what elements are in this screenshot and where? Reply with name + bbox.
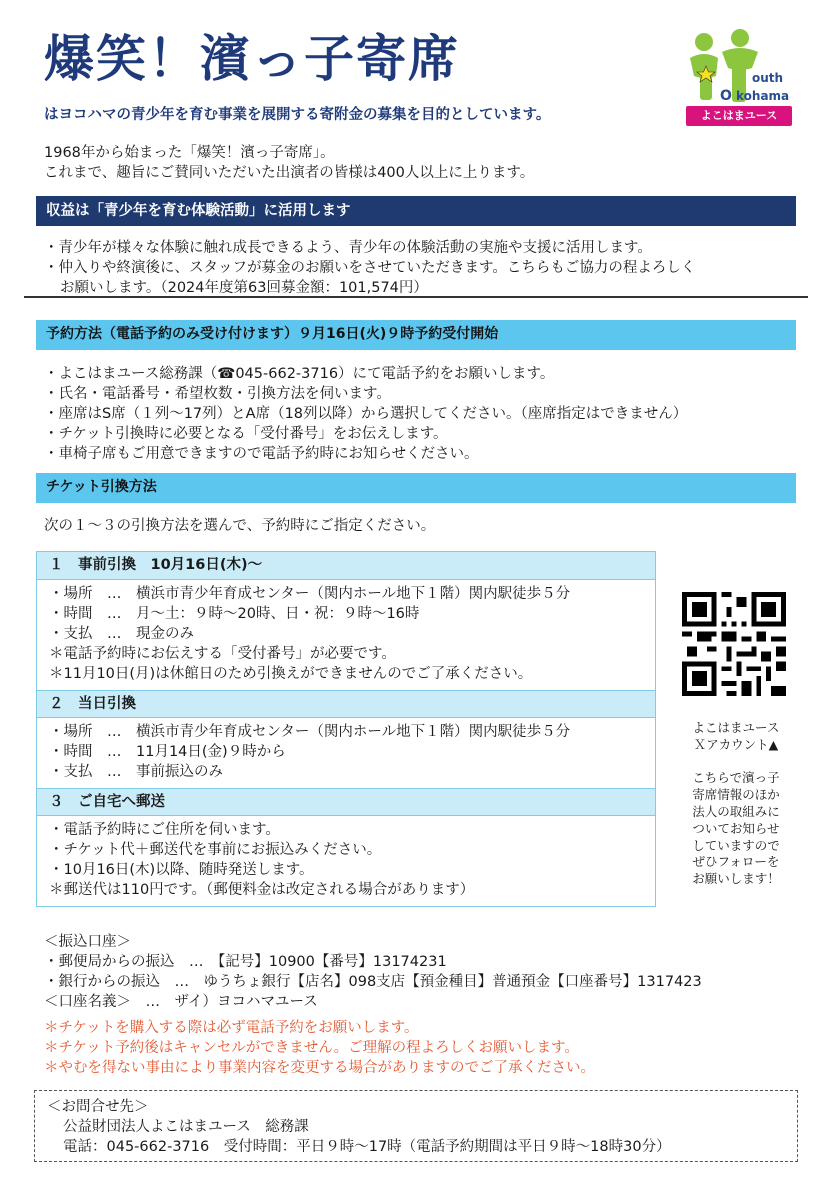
intro-line: 1968年から始まった「爆笑！濱っ子寄席」。 <box>44 145 335 161</box>
logo-badge: よこはまユース <box>686 106 792 126</box>
option-line: ＊郵送代は110円です。（郵便料金は改定される場合があります） <box>49 882 475 898</box>
option-body <box>37 580 655 690</box>
note-item: ＊チケットを購入する際は必ず電話予約をお願いします。 <box>44 1020 419 1036</box>
payment-account-name: ＜口座名義＞ … ザイ）ヨコハマユース <box>44 994 318 1010</box>
note-item: ＊やむを得ない事由により事業内容を変更する場合がありますのでご了承ください。 <box>44 1060 595 1076</box>
qr-code[interactable] <box>682 592 786 696</box>
option-title: ２ 当日引換 <box>37 690 655 718</box>
note-item: ＊チケット予約後はキャンセルができません。ご理解の程よろしくお願いします。 <box>44 1040 579 1056</box>
page-title: 爆笑！濱っ子寄席 <box>44 30 460 88</box>
follow-text <box>682 770 790 888</box>
follow-line: ぜひフォローを <box>692 854 780 870</box>
option-line: ・支払 … 事前振込のみ <box>49 764 223 780</box>
proceeds-list <box>44 238 695 298</box>
option-line: ＊電話予約時にお伝えする「受付番号」が必要です。 <box>49 646 396 662</box>
option-line: ・場所 … 横浜市青少年育成センター（関内ホール地下１階）関内駅徒歩５分 <box>49 724 571 740</box>
contact-phone: 電話：045-662-3716 受付時間：平日９時〜17時（電話予約期間は平日９時〜18時30分） <box>63 1139 671 1155</box>
list-item: ・座席はS席（１列〜17列）とA席（18列以降）から選択してください。（座席指定はできません） <box>44 406 688 422</box>
option-line: ・支払 … 現金のみ <box>49 626 194 642</box>
payment-postal: ・郵便局からの振込 … 【記号】10900【番号】13174231 <box>44 954 447 970</box>
follow-line: こちらで濱っ子 <box>692 770 780 785</box>
follow-line: ついてお知らせ <box>692 820 780 836</box>
reservation-heading: 予約方法（電話予約のみ受け付けます）９月16日(火)９時予約受付開始 <box>36 320 796 350</box>
svg-text:outh: outh <box>752 71 784 85</box>
qr-caption <box>682 720 790 754</box>
follow-line: 寄席情報のほか <box>692 786 780 802</box>
ticket-options-box <box>36 551 656 907</box>
list-item: ・青少年が様々な体験に触れ成長できるよう、青少年の体験活動の実施や支援に活用します。 <box>44 240 652 256</box>
qr-caption-line: Ｘアカウント▲ <box>693 736 779 752</box>
list-item: ・よこはまユース総務課（☎045-662-3716）にて電話予約をお願いします。 <box>44 366 555 382</box>
list-item: ・車椅子席もご用意できますので電話予約時にお知らせください。 <box>44 446 479 462</box>
option-line: ・電話予約時にご住所を伺います。 <box>49 822 280 838</box>
notes <box>44 1018 595 1078</box>
option-line: ・場所 … 横浜市青少年育成センター（関内ホール地下１階）関内駅徒歩５分 <box>49 586 571 602</box>
option-line: ・チケット代＋郵送代を事前にお振込みください。 <box>49 842 382 858</box>
list-item: ・チケット引換時に必要となる「受付番号」をお伝えします。 <box>44 426 448 442</box>
follow-line: お願いします！ <box>692 871 780 887</box>
follow-line: していますので <box>692 837 780 853</box>
proceeds-heading: 収益は「青少年を育む体験活動」に活用します <box>36 196 796 226</box>
payment-heading: ＜振込口座＞ <box>44 934 131 950</box>
intro-text <box>44 144 534 183</box>
option-title: ３ ご自宅へ郵送 <box>37 788 655 816</box>
ticket-heading: チケット引換方法 <box>36 473 796 503</box>
option-line: ・時間 … 11月14日(金)９時から <box>49 744 286 760</box>
list-item: ・仲入りや終演後に、スタッフが募金のお願いをさせていただきます。こちらもご協力の程よろしく <box>44 260 696 276</box>
intro-line: これまで、趣旨にご賛同いただいた出演者の皆様は400人以上に上ります。 <box>44 164 535 181</box>
contact-box <box>34 1090 798 1162</box>
option-body <box>37 718 655 788</box>
option-line: ＊11月10日(月)は休館日のため引換えができませんのでご了承ください。 <box>49 666 533 682</box>
payment-info <box>44 932 702 1012</box>
reservation-list <box>44 364 687 464</box>
list-item-continuation: お願いします。（2024年度第63回募金額：101,574円） <box>60 280 428 296</box>
qr-caption-line: よこはまユース <box>692 720 780 735</box>
payment-bank: ・銀行からの振込 … ゆうちょ銀行【店名】098支店【預金種目】普通預金【口座番号】1317423 <box>44 974 702 990</box>
svg-text:kohama: kohama <box>736 89 790 103</box>
section-divider <box>24 296 808 298</box>
option-title: １ 事前引換 10月16日(木)〜 <box>37 552 655 580</box>
list-item: ・氏名・電話番号・希望枚数・引換方法を伺います。 <box>44 386 391 402</box>
ticket-lead: 次の１〜３の引換方法を選んで、予約時にご指定ください。 <box>44 518 436 534</box>
option-body <box>37 816 655 906</box>
page-subtitle: はヨコハマの青少年を育む事業を展開する寄附金の募集を目的としています。 <box>44 107 551 123</box>
follow-line: 法人の取組みに <box>692 803 780 819</box>
contact-heading: ＜お問合せ先＞ <box>47 1099 149 1115</box>
option-line: ・時間 … 月〜土：９時〜20時、日・祝：９時〜16時 <box>49 606 420 622</box>
svg-text:O: O <box>720 88 732 104</box>
contact-org: 公益財団法人よこはまユース 総務課 <box>63 1119 309 1135</box>
option-line: ・10月16日(木)以降、随時発送します。 <box>49 862 314 878</box>
